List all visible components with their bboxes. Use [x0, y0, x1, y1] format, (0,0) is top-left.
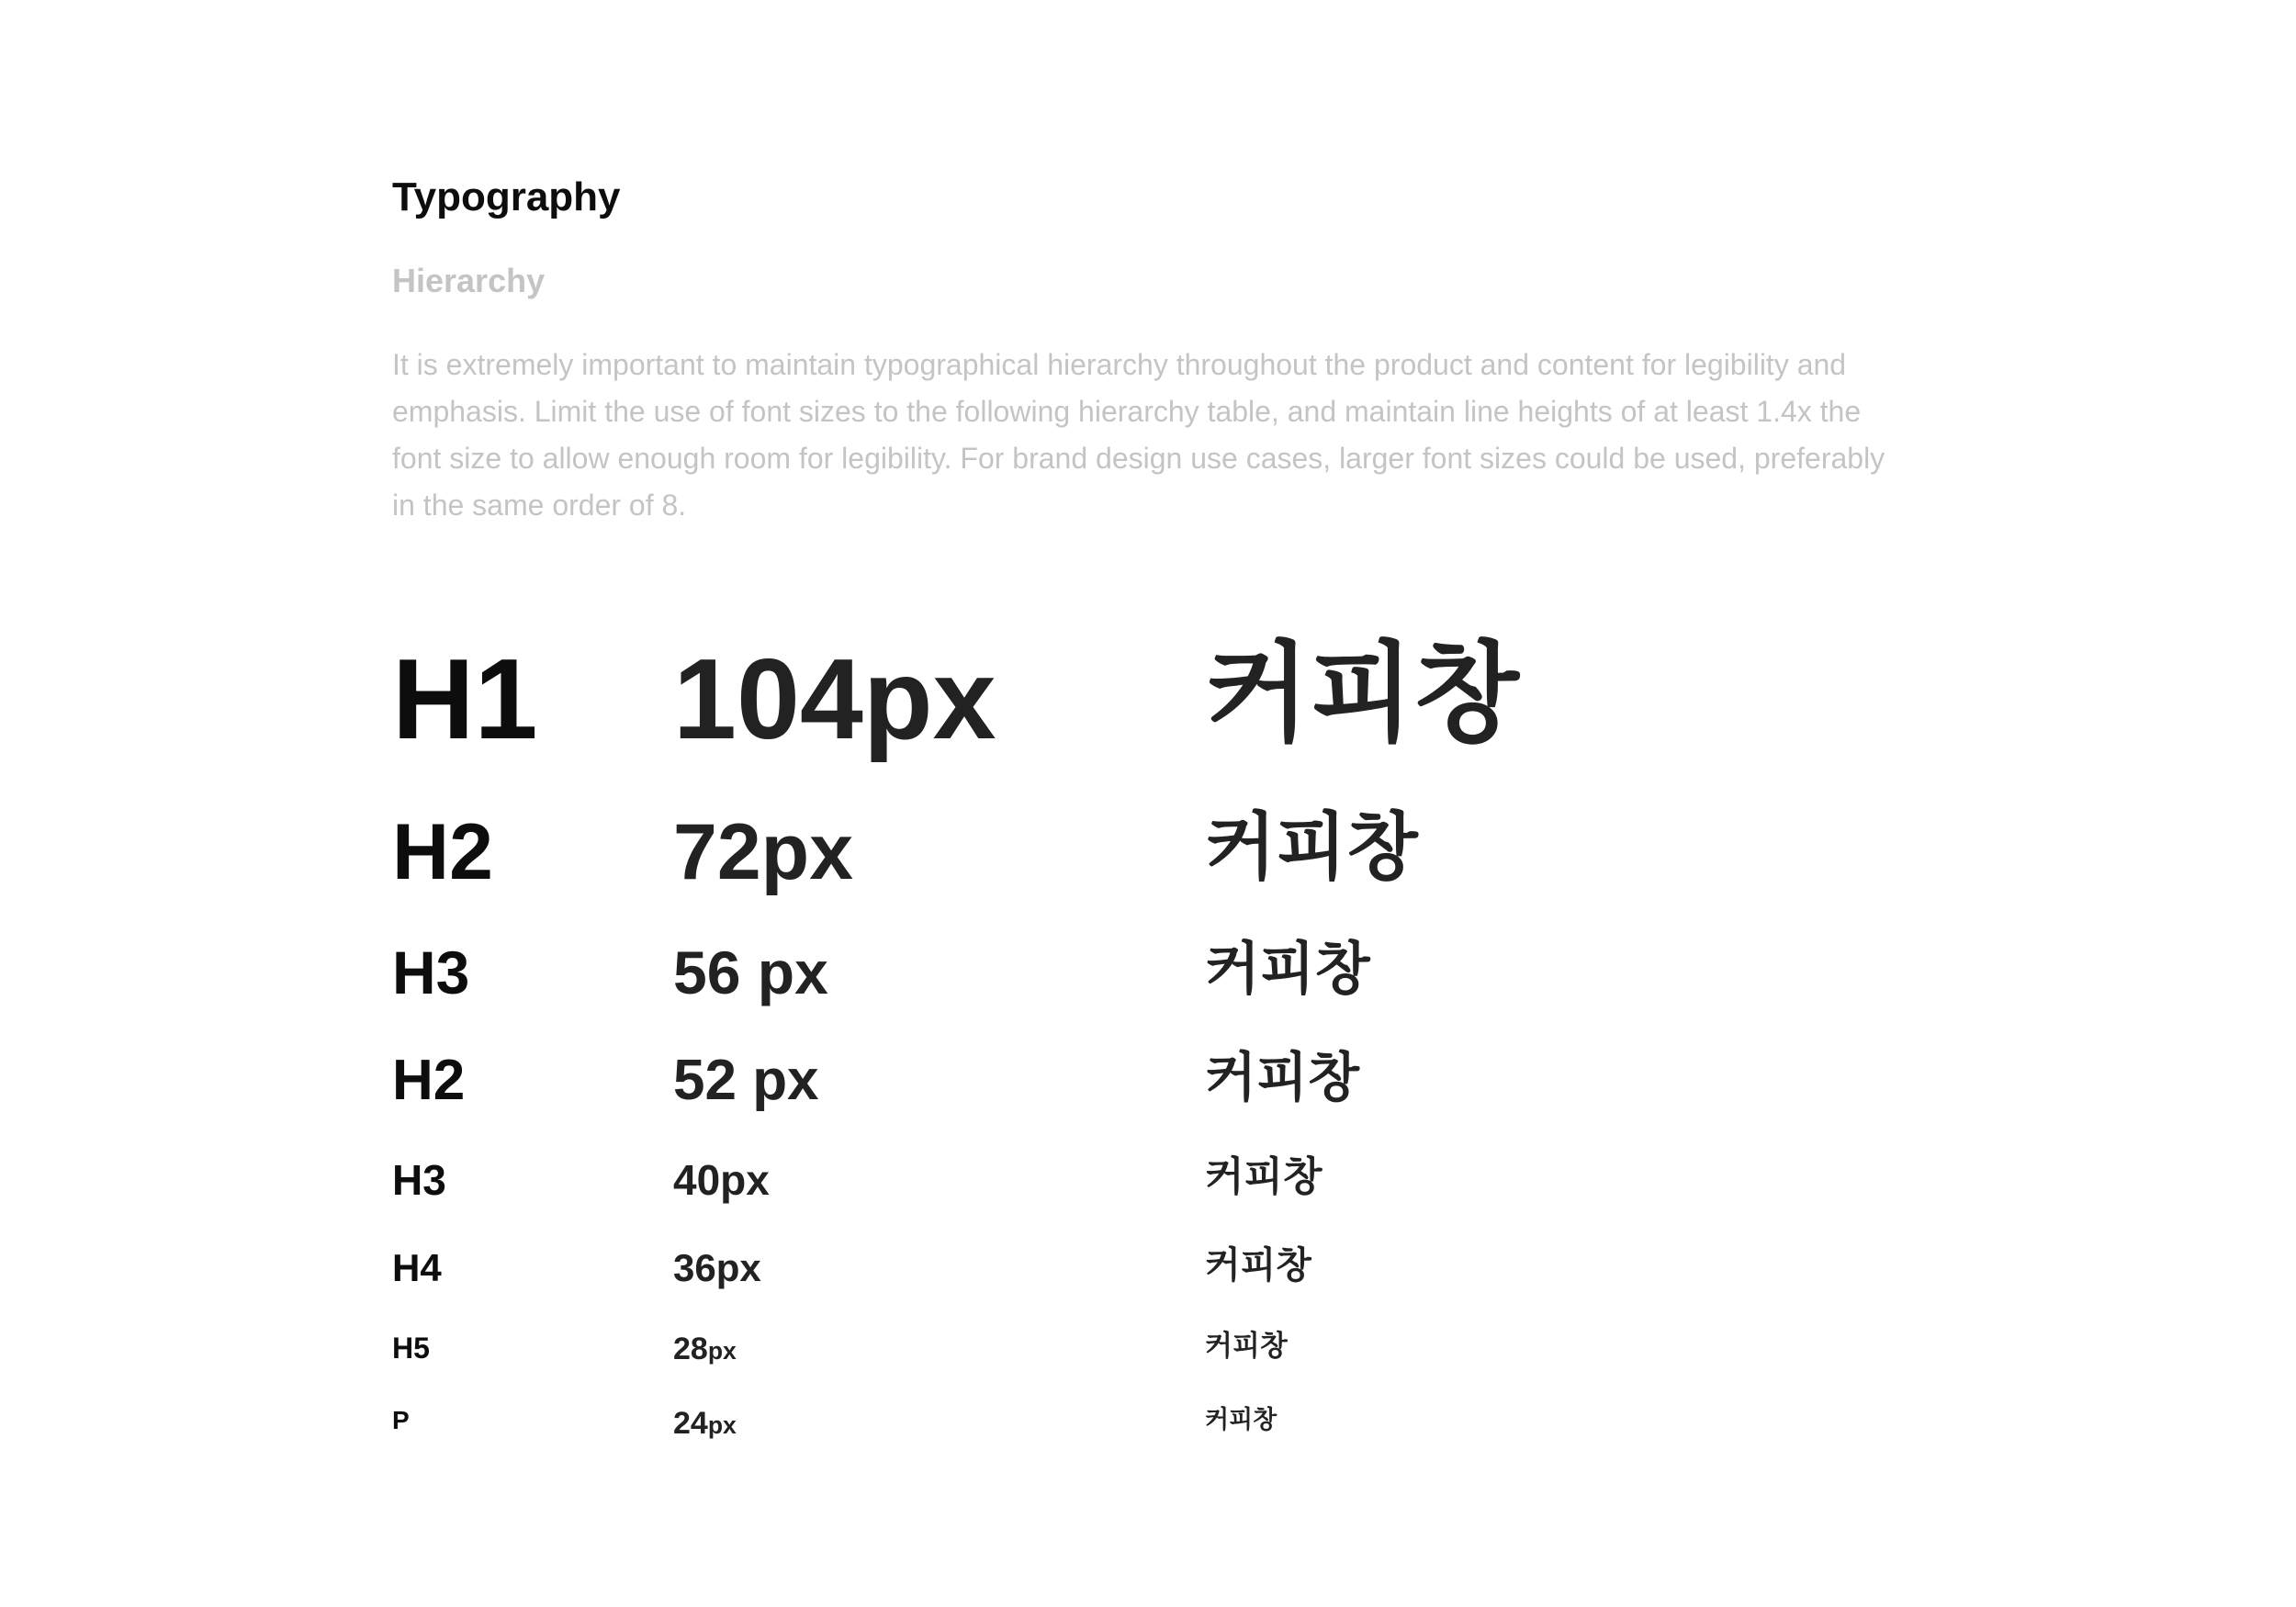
- hierarchy-label: H2: [392, 808, 493, 896]
- hierarchy-sample: 커피창: [1205, 1330, 1288, 1363]
- hierarchy-size: 40px: [673, 1156, 770, 1204]
- hierarchy-label: P: [392, 1406, 410, 1434]
- section-description: It is extremely important to maintain typographical hierarchy throughout the product and content for legibility and emphasis. Limit the use of font sizes to the following hierarchy table, and maintain line heights of at least 1.4x the font size to allow enough room for legibility. For brand design use cases, larger font sizes could be used, preferably in the same order of 8.: [392, 348, 1885, 522]
- hierarchy-sample: 커피창: [1205, 935, 1370, 1002]
- hierarchy-label: H2: [392, 1049, 466, 1112]
- hierarchy-label: H4: [392, 1246, 442, 1289]
- size-unit: px: [707, 1411, 737, 1439]
- hierarchy-size: [673, 1408, 737, 1439]
- section-subtitle: Hierarchy: [392, 262, 546, 299]
- hierarchy-sample: 커피창: [1205, 1244, 1311, 1287]
- size-number: 24: [673, 1406, 708, 1441]
- hierarchy-sample: 커피창: [1205, 804, 1418, 890]
- hierarchy-size: 36px: [673, 1246, 761, 1289]
- hierarchy-sample: 커피창: [1205, 1153, 1322, 1200]
- page-title: Typography: [392, 174, 621, 219]
- hierarchy-sample: 커피창: [1205, 1046, 1360, 1108]
- hierarchy-size: 56 px: [673, 938, 828, 1006]
- hierarchy-size: 104px: [673, 636, 996, 763]
- hierarchy-size: 72px: [673, 808, 854, 896]
- hierarchy-size: [673, 1333, 737, 1365]
- size-number: 28: [673, 1332, 708, 1366]
- hierarchy-sample: 커피창: [1205, 1406, 1277, 1434]
- size-unit: px: [707, 1337, 737, 1365]
- hierarchy-sample: 커피창: [1205, 630, 1519, 757]
- hierarchy-size: 52 px: [673, 1049, 819, 1112]
- hierarchy-label: H5: [392, 1332, 430, 1365]
- hierarchy-label: H3: [392, 1156, 446, 1204]
- hierarchy-label: H3: [392, 938, 470, 1006]
- hierarchy-label: H1: [392, 636, 538, 763]
